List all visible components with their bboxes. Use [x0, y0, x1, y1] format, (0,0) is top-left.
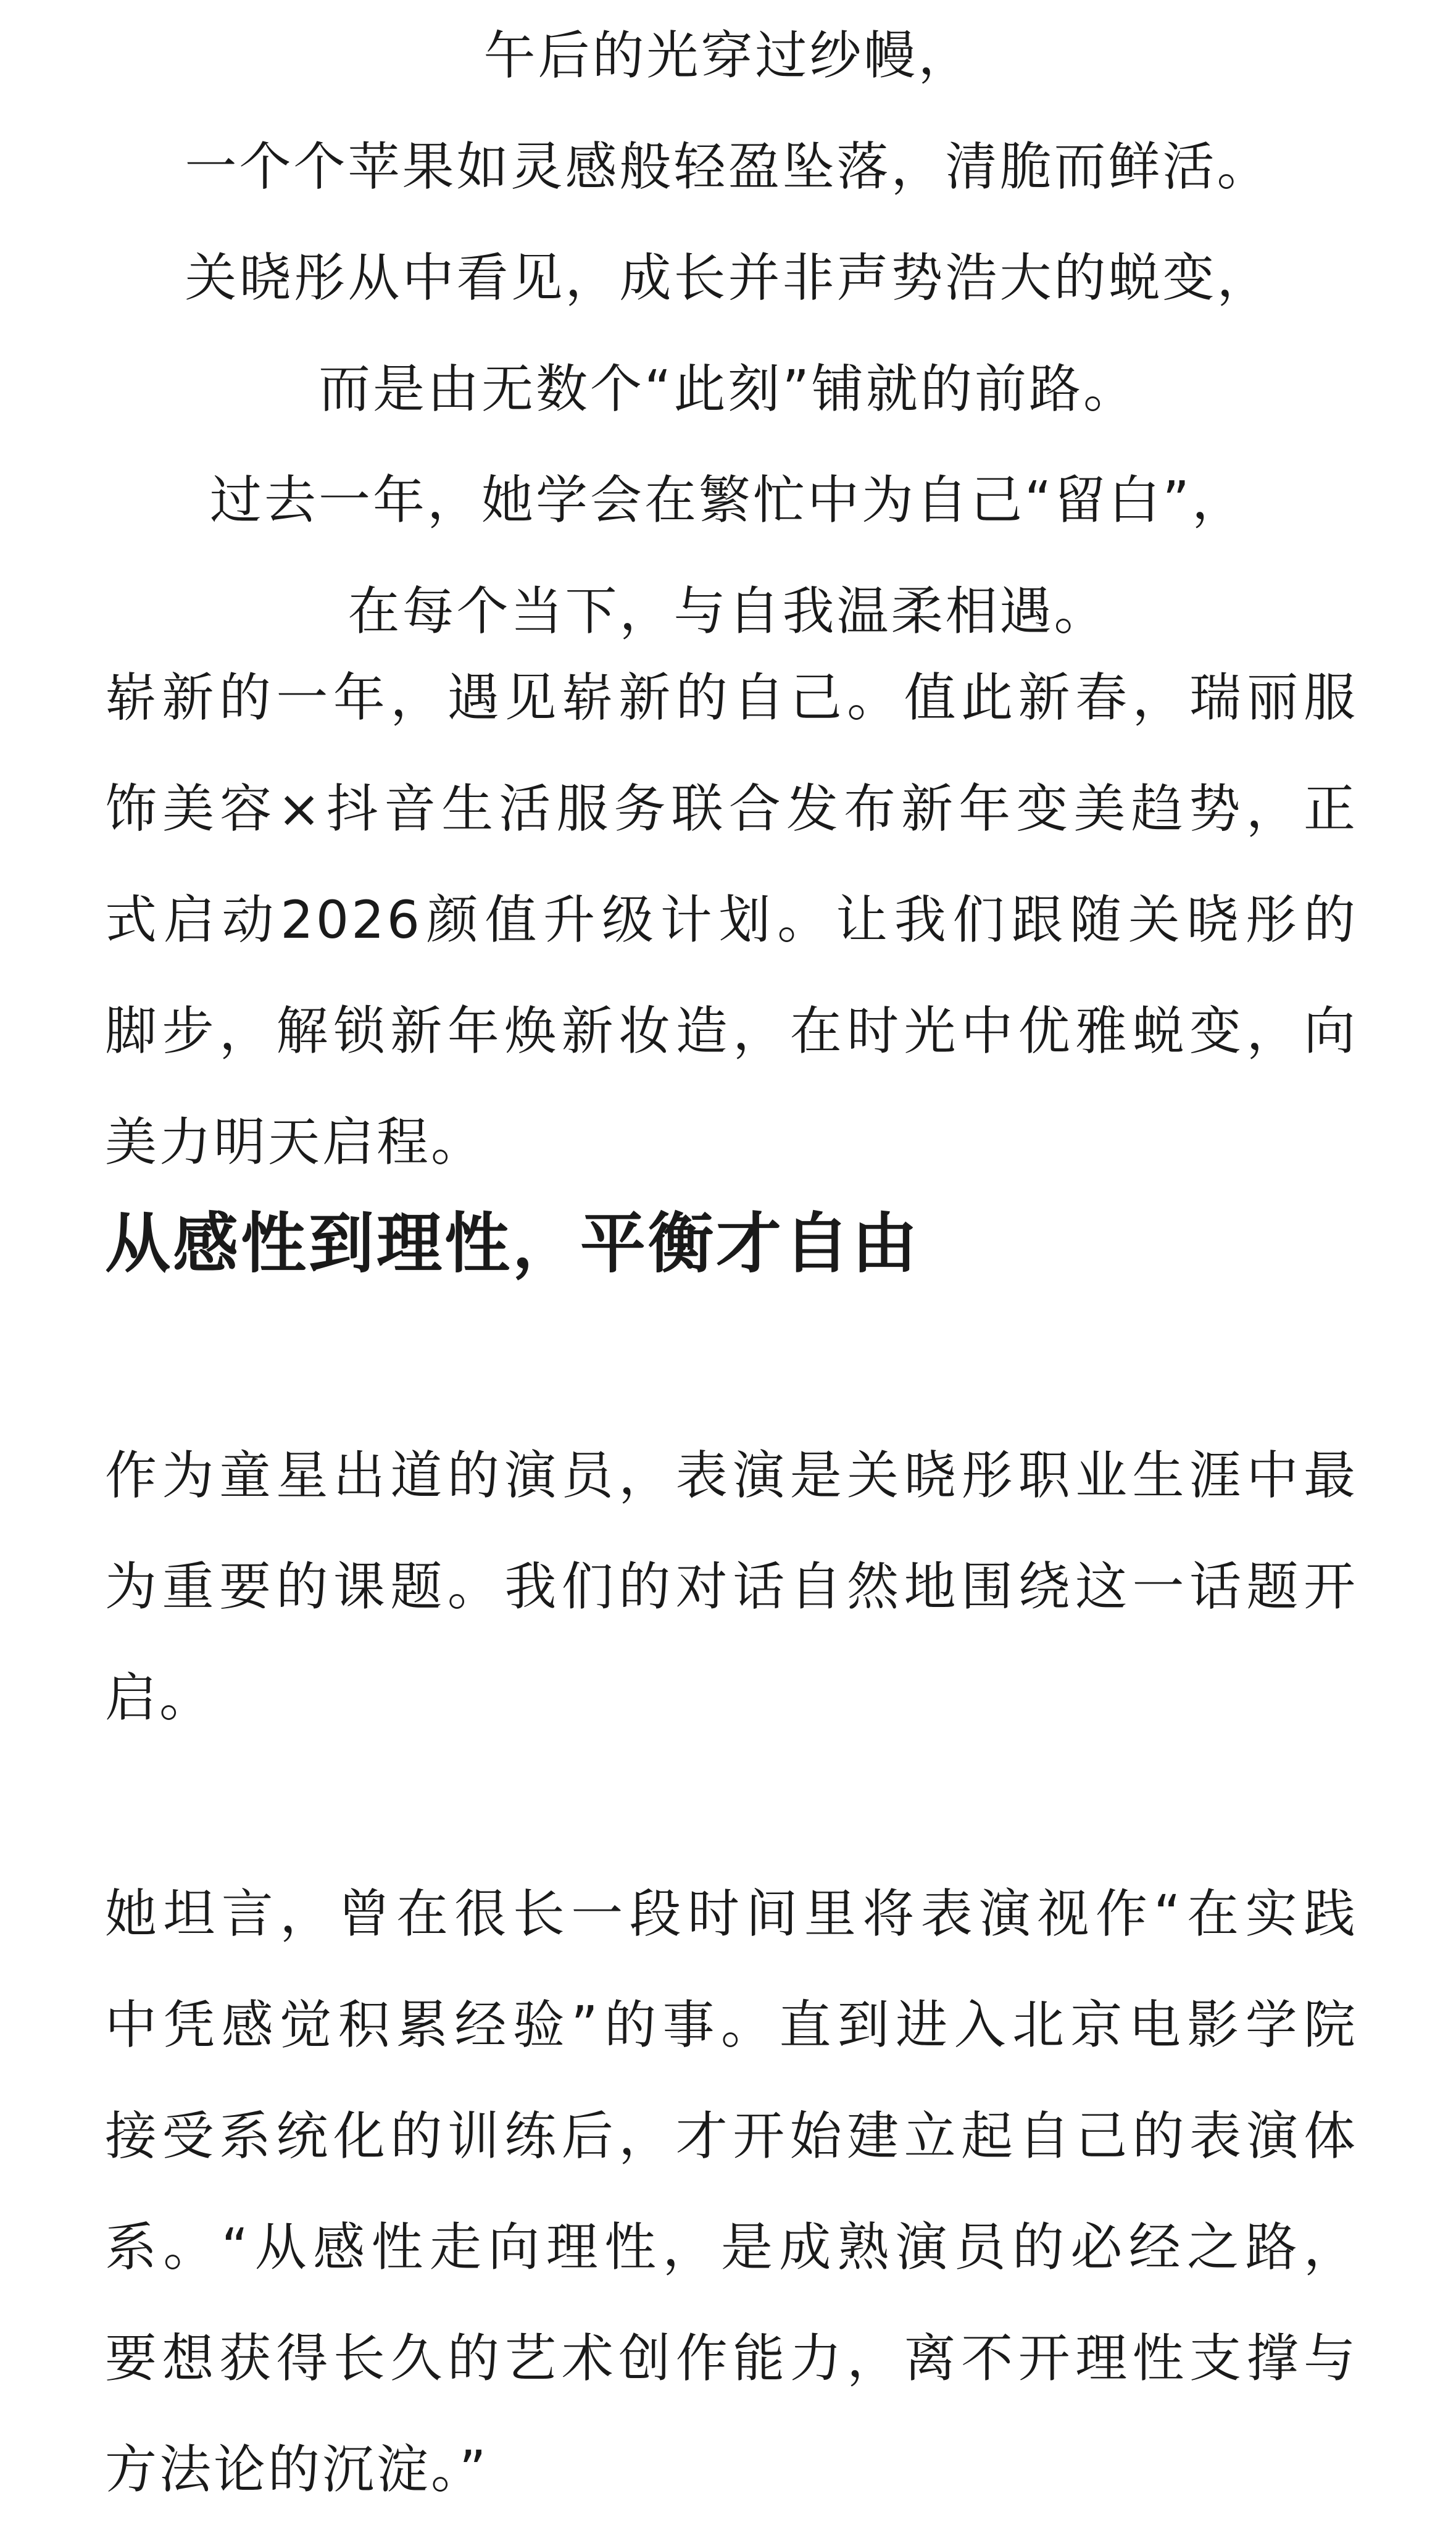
poem-line: 在每个当下，与自我温柔相遇。 [347, 581, 1109, 641]
para2-line: 方法论的沉淀。” [105, 2439, 489, 2500]
para2-line: 她坦言，曾在很长一段时间里将表演视作“在实践 [105, 1884, 1358, 1944]
intro-paragraph [105, 642, 1358, 1198]
para2-line: 中凭感觉积累经验”的事。直到进入北京电影学院 [105, 1995, 1358, 2055]
para1-line: 作为童星出道的演员，表演是关晓彤职业生涯中最 [105, 1445, 1358, 1506]
para2-line: 接受系统化的训练后，才开始建立起自己的表演体 [105, 2106, 1358, 2166]
body-paragraph-1 [105, 1420, 1358, 1753]
para1-line: 为重要的课题。我们的对话自然地围绕这一话题开 [105, 1556, 1358, 1617]
poem-line: 而是由无数个“此刻”铺就的前路。 [318, 359, 1138, 419]
intro-line: 饰美容×抖音生活服务联合发布新年变美趋势，正 [105, 778, 1358, 839]
para2-line: 要想获得长久的艺术创作能力，离不开理性支撑与 [105, 2328, 1358, 2389]
poem-line: 过去一年，她学会在繁忙中为自己“留白”， [209, 470, 1247, 530]
intro-line: 式启动2026颜值升级计划。让我们跟随关晓彤的 [105, 890, 1358, 950]
body-paragraph-2 [105, 1858, 1358, 2525]
section-heading: 从感性到理性，平衡才自由 [105, 1206, 920, 1282]
intro-line: 脚步，解锁新年焕新妆造，在时光中优雅蜕变，向 [105, 1001, 1358, 1061]
para2-line: 系。“从感性走向理性，是成熟演员的必经之路， [105, 2217, 1358, 2277]
intro-line: 崭新的一年，遇见崭新的自己。值此新春，瑞丽服 [105, 667, 1358, 728]
poem-line: 午后的光穿过纱幔， [483, 25, 973, 86]
poem-line: 一个个苹果如灵感般轻盈坠落，清脆而鲜活。 [185, 136, 1271, 197]
poem-block [0, 0, 1456, 667]
intro-line: 美力明天启程。 [105, 1112, 486, 1172]
poem-line: 关晓彤从中看见，成长并非声势浩大的蜕变， [185, 248, 1271, 308]
para1-line: 启。 [105, 1667, 214, 1728]
